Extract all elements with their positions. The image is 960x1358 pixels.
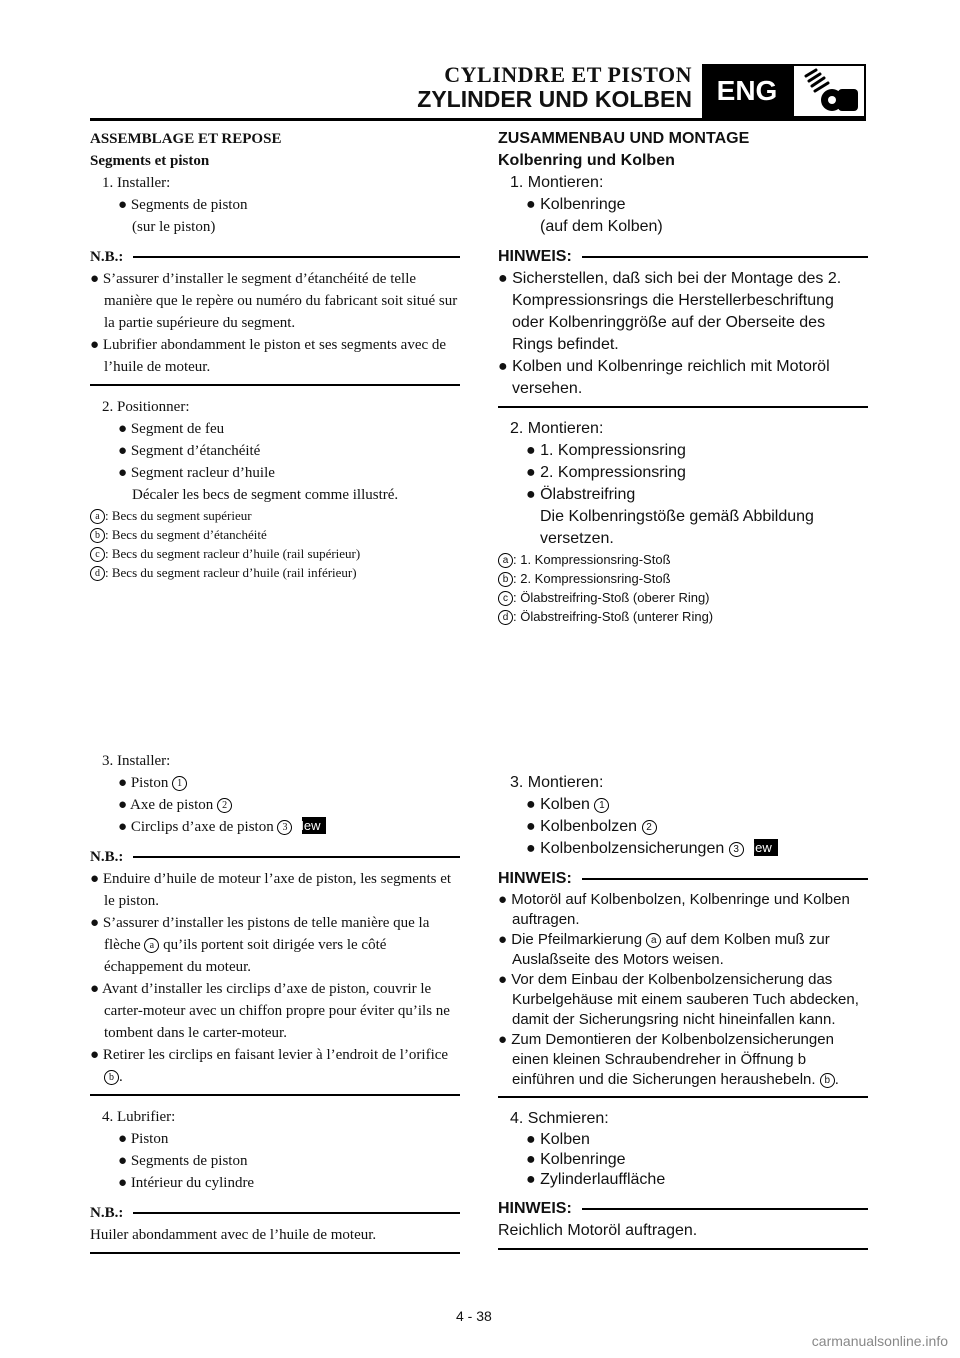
nb-item: ● Kolben und Kolbenringe reichlich mit Motoröl versehen. xyxy=(498,358,830,397)
nb-text: Huiler abondamment avec de l’huile de moteur. xyxy=(90,1227,377,1243)
subsection-title: Kolbenring und Kolben xyxy=(498,152,675,169)
eng-badge: ENG xyxy=(702,64,792,118)
new-badge: New xyxy=(754,839,778,856)
nb-header: N.B.: xyxy=(90,1202,460,1224)
header-rule xyxy=(90,118,866,121)
nb-header: N.B.: xyxy=(90,846,460,868)
nb-item: ● Retirer les circlips en faisant levier à l’endroit de l’orifice b . xyxy=(90,1047,449,1085)
step-4: 4. Lubrifier: xyxy=(102,1109,176,1125)
step-1: 1. Montieren: xyxy=(510,174,604,191)
nb-item: ● Motoröl auf Kolbenbolzen, Kolbenringe und Kolben auftragen. xyxy=(498,891,850,928)
section-title: ZUSAMMENBAU UND MONTAGE xyxy=(498,130,750,147)
list-item: ● Ölabstreifring xyxy=(526,486,636,503)
page-number: 4 - 38 xyxy=(456,1308,492,1324)
divider xyxy=(498,1096,868,1098)
list-item: ● Piston 1 xyxy=(132,772,460,794)
header-title-fr: CYLINDRE ET PISTON xyxy=(444,62,692,87)
list-item: ● Intérieur du cylindre xyxy=(118,1175,255,1191)
step-note: (sur le piston) xyxy=(132,219,216,235)
divider xyxy=(498,406,868,408)
nb-text: Reichlich Motoröl auftragen. xyxy=(498,1222,698,1239)
list-item: ● Segments de piston xyxy=(118,197,248,213)
legend-item: a : 1. Kompressionsring-Stoß xyxy=(498,550,868,569)
step-note: (auf dem Kolben) xyxy=(540,218,663,235)
nb-header: N.B.: xyxy=(90,246,460,268)
step-3: 3. Installer: xyxy=(102,753,171,769)
nb-item: ● Vor dem Einbau der Kolbenbolzensicherung das Kurbelgehäuse mit einem sauberen Tuch abdecken, damit der Sicherungsring nicht hineinfallen kann. xyxy=(498,971,859,1028)
divider xyxy=(90,1252,460,1254)
nb-item: ● Avant d’installer les circlips d’axe de piston, couvrir le carter-moteur avec un chiffon propre pour éviter qu’ils ne tombent dans le carter-moteur. xyxy=(90,981,450,1041)
step-1: 1. Installer: xyxy=(102,175,171,191)
column-german xyxy=(498,128,868,1260)
list-item: ● Kolben 1 xyxy=(540,794,868,816)
step-2: 2. Montieren: xyxy=(510,420,604,437)
illustration-space xyxy=(90,582,460,750)
list-item: ● 2. Kompressionsring xyxy=(526,464,686,481)
nb-header: HINWEIS: xyxy=(498,246,868,268)
nb-item: ● S’assurer d’installer les pistons de telle manière que la flèche a qu’ils portent soit dirigée vers le côté échappement du moteur. xyxy=(90,915,430,975)
nb-item: ● Sicherstellen, daß sich bei der Montage des 2. Kompressionsrings die Herstellerbeschriftung oder Kolbenringgröße auf der Oberseite des Rings befindet. xyxy=(498,270,842,353)
list-item: ● Kolbenbolzen 2 xyxy=(540,816,868,838)
column-french xyxy=(90,128,460,1264)
nb-item: ● Enduire d’huile de moteur l’axe de piston, les segments et le piston. xyxy=(90,871,452,909)
list-item: ● Axe de piston 2 xyxy=(132,794,460,816)
step-note: Die Kolbenringstöße gemäß Abbildung versetzen. xyxy=(540,508,814,547)
list-item: ● Zylinderlauffläche xyxy=(526,1171,666,1188)
engine-piston-icon xyxy=(792,64,866,118)
legend-item: c : Becs du segment racleur d’huile (rail supérieur) xyxy=(90,544,460,563)
list-item: ● Circlips d’axe de piston 3 New xyxy=(132,816,460,838)
new-badge: New xyxy=(302,817,326,834)
header-title-de: ZYLINDER UND KOLBEN xyxy=(417,86,692,112)
illustration-space xyxy=(498,626,868,772)
list-item: ● Kolbenbolzensicherungen 3 New xyxy=(540,838,868,860)
list-item: ● 1. Kompressionsring xyxy=(526,442,686,459)
nb-header: HINWEIS: xyxy=(498,868,868,890)
legend xyxy=(90,506,460,582)
list-item: ● Kolbenringe xyxy=(526,196,626,213)
divider xyxy=(90,1094,460,1096)
nb-item: ● S’assurer d’installer le segment d’étanchéité de telle manière que le repère ou numéro du fabricant soit situé sur la partie supérieure du segment. xyxy=(90,271,458,331)
divider xyxy=(498,1248,868,1250)
section-title: ASSEMBLAGE ET REPOSE xyxy=(90,131,282,147)
list-item: ● Kolbenringe xyxy=(526,1151,626,1168)
watermark: carmanualsonline.info xyxy=(811,1333,948,1349)
list-item: ● Segment racleur d’huile xyxy=(118,465,275,481)
nb-header: HINWEIS: xyxy=(498,1198,868,1220)
step-3: 3. Montieren: xyxy=(510,774,604,791)
nb-item: ● Zum Demontieren der Kolbenbolzensicherungen einen kleinen Schraubendreher in Öffnung b einführen und die Sicherungen heraushebeln. b . xyxy=(498,1031,839,1088)
legend-item: d : Becs du segment racleur d’huile (rail inférieur) xyxy=(90,563,460,582)
divider xyxy=(90,384,460,386)
step-4: 4. Schmieren: xyxy=(510,1110,609,1127)
list-item: ● Segments de piston xyxy=(118,1153,248,1169)
list-item: ● Segment de feu xyxy=(118,421,225,437)
list-item: ● Segment d’étanchéité xyxy=(118,443,261,459)
nb-item: ● Die Pfeilmarkierung a auf dem Kolben muß zur Auslaßseite des Motors weisen. xyxy=(498,931,830,968)
subsection-title: Segments et piston xyxy=(90,153,210,169)
step-2: 2. Positionner: xyxy=(102,399,190,415)
list-item: ● Piston xyxy=(118,1131,169,1147)
legend-item: b : Becs du segment d’étanchéité xyxy=(90,525,460,544)
legend-item: c : Ölabstreifring-Stoß (oberer Ring) xyxy=(498,588,868,607)
legend xyxy=(498,550,868,626)
legend-item: d : Ölabstreifring-Stoß (unterer Ring) xyxy=(498,607,868,626)
step-note: Décaler les becs de segment comme illustré. xyxy=(132,487,399,503)
legend-item: a : Becs du segment supérieur xyxy=(90,506,460,525)
legend-item: b : 2. Kompressionsring-Stoß xyxy=(498,569,868,588)
list-item: ● Kolben xyxy=(526,1131,590,1148)
nb-item: ● Lubrifier abondamment le piston et ses segments avec de l’huile de moteur. xyxy=(90,337,447,375)
